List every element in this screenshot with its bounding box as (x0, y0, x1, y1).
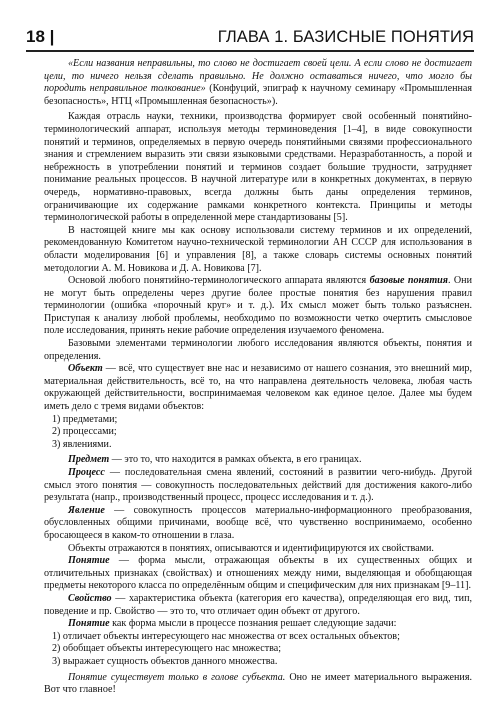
page-body (44, 58, 472, 697)
page-header (26, 10, 474, 52)
chapter-title: ГЛАВА 1. БАЗИСНЫЕ ПОНЯТИЯ (217, 28, 474, 46)
epigraph-source: (Конфуций, эпиграф к научному семинару «Промышленная безопасность», НТЦ «Промышленная безопасность»). (44, 83, 472, 107)
term-concept: Понятие (68, 555, 110, 567)
list-item: 2) обобщает объекты интересующего нас множества; (52, 643, 282, 655)
term-phenomenon: Явление (68, 504, 105, 516)
list-item: 3) явлениями. (52, 438, 112, 450)
term-subject: Предмет (68, 454, 110, 466)
page-number: 18 | (26, 27, 55, 46)
paragraph-phenomenon: Явление — совокупность процессов материально-информационного преобразования, обусловленных общими причинами, вообще всё, что чувственно воспринимаемо, особенно бросающееся в каком-то отношении в глаза. (44, 504, 472, 541)
list-item: 2) процессами; (52, 426, 117, 438)
paragraph-concept-tasks: Понятие как форма мысли в процессе познания решает следующие задачи: (68, 618, 397, 630)
term-property: Свойство (68, 592, 112, 604)
paragraph-basic-concepts: Основой любого понятийно-терминологического аппарата являются базовые понятия. Они не могут быть определены через другие более простые понятия без нарушения правил терминологии (ошибка «порочный круг» и т. д.). Их смысл может быть только разъяснен. Приступая к анализу любой проблемы, необходимо по возможности четко очертить смысловое поле исследования, принять некие рабочие определения изучаемого феномена. (44, 275, 472, 337)
list-item: 1) предметами; (52, 413, 118, 425)
conclusion-italic: Понятие существует только в голове субъекта. (68, 671, 286, 683)
term-basic-concepts: базовые понятия (369, 275, 448, 287)
paragraph-property: Свойство — характеристика объекта (категория его качества), определяющая его вид, тип, поведение и пр. Свойство — это то, что отличает один объект от другого. (44, 592, 472, 617)
paragraph-concept: Понятие — форма мысли, отражающая объекты в их существенных общих и отличительных признаках (свойствах) и отношениях между ними, выделяющая и обобщающая предметы некоторого класса по определённым общим и специфическим для них признакам [9–11]. (44, 555, 472, 592)
paragraph-process: Процесс — последовательная смена явлений, состояний в развитии чего-нибудь. Другой смысл этого понятия — совокупность последовательных действий для достижения какого-либо результата (напр., производственный процесс, процесс исследования и т. д.). (44, 467, 472, 504)
paragraph-objects-reflection: Объекты отражаются в понятиях, описываются и идентифицируются их свойствами. (68, 542, 434, 554)
list-item: 3) выражает сущность объектов данного множества. (52, 655, 278, 667)
paragraph-terminology-intro: Каждая отрасль науки, техники, производства формирует свой особенный понятийно-терминологический аппарат, используя методы терминоведения [1–4], в виде совокупности понятий и терминов, определяемых в первую очередь понятийными связями профессионального знания и стремлением выразить эти связи языковыми средствами. Неразработанность, а порой и небрежность в употреблении понятий и терминов создает большие трудности, затрудняет понимание реальных процессов. В научной литературе или в конкретных документах, в первую очередь, нормативно-правовых, всегда должны быть даны определения терминов, ограничивающие их содержание рамками конкретного контекста. Принципы и методы терминологической работы в определенной мере стандартизованы [5]. (44, 111, 472, 224)
paragraph-sources: В настоящей книге мы как основу использовали систему терминов и их определений, рекомендованную Комитетом научно-технической терминологии АН СССР для использования в области моделирования [6] и управления [8], а также словарь системы основных понятий методологии А. М. Новикова и Д. А. Новикова [7]. (44, 224, 472, 274)
list-item: 1) отличает объекты интересующего нас множества от всех остальных объектов; (52, 630, 400, 642)
paragraph-elements: Базовыми элементами терминологии любого исследования являются объекты, понятия и определения. (44, 338, 472, 362)
epigraph (44, 58, 472, 108)
paragraph-object: Объект — всё, что существует вне нас и независимо от нашего сознания, это внешний мир, материальная действительность, всё то, на что направлена деятельность человека, любая часть окружающей действительности, воспринимаемая человеком как единое целое. Далее мы будем иметь дело с тремя видами объектов: (44, 363, 472, 413)
paragraph-subject: Предмет — это то, что находится в рамках объекта, в его границах. (68, 454, 362, 466)
term-process: Процесс (68, 467, 105, 478)
term-concept: Понятие (68, 618, 110, 630)
epigraph-quote: «Если названия неправильны, то слово не достигает своей цели. А если слово не достигает цели, то ничего нельзя сделать правильно. Не должно оставаться ничего, что могло бы породить неправильное толкование» (44, 58, 472, 95)
paragraph-conclusion: Понятие существует только в голове субъекта. Оно не имеет материального выражения. Вот что главное! (44, 671, 472, 696)
term-object: Объект (68, 363, 103, 375)
